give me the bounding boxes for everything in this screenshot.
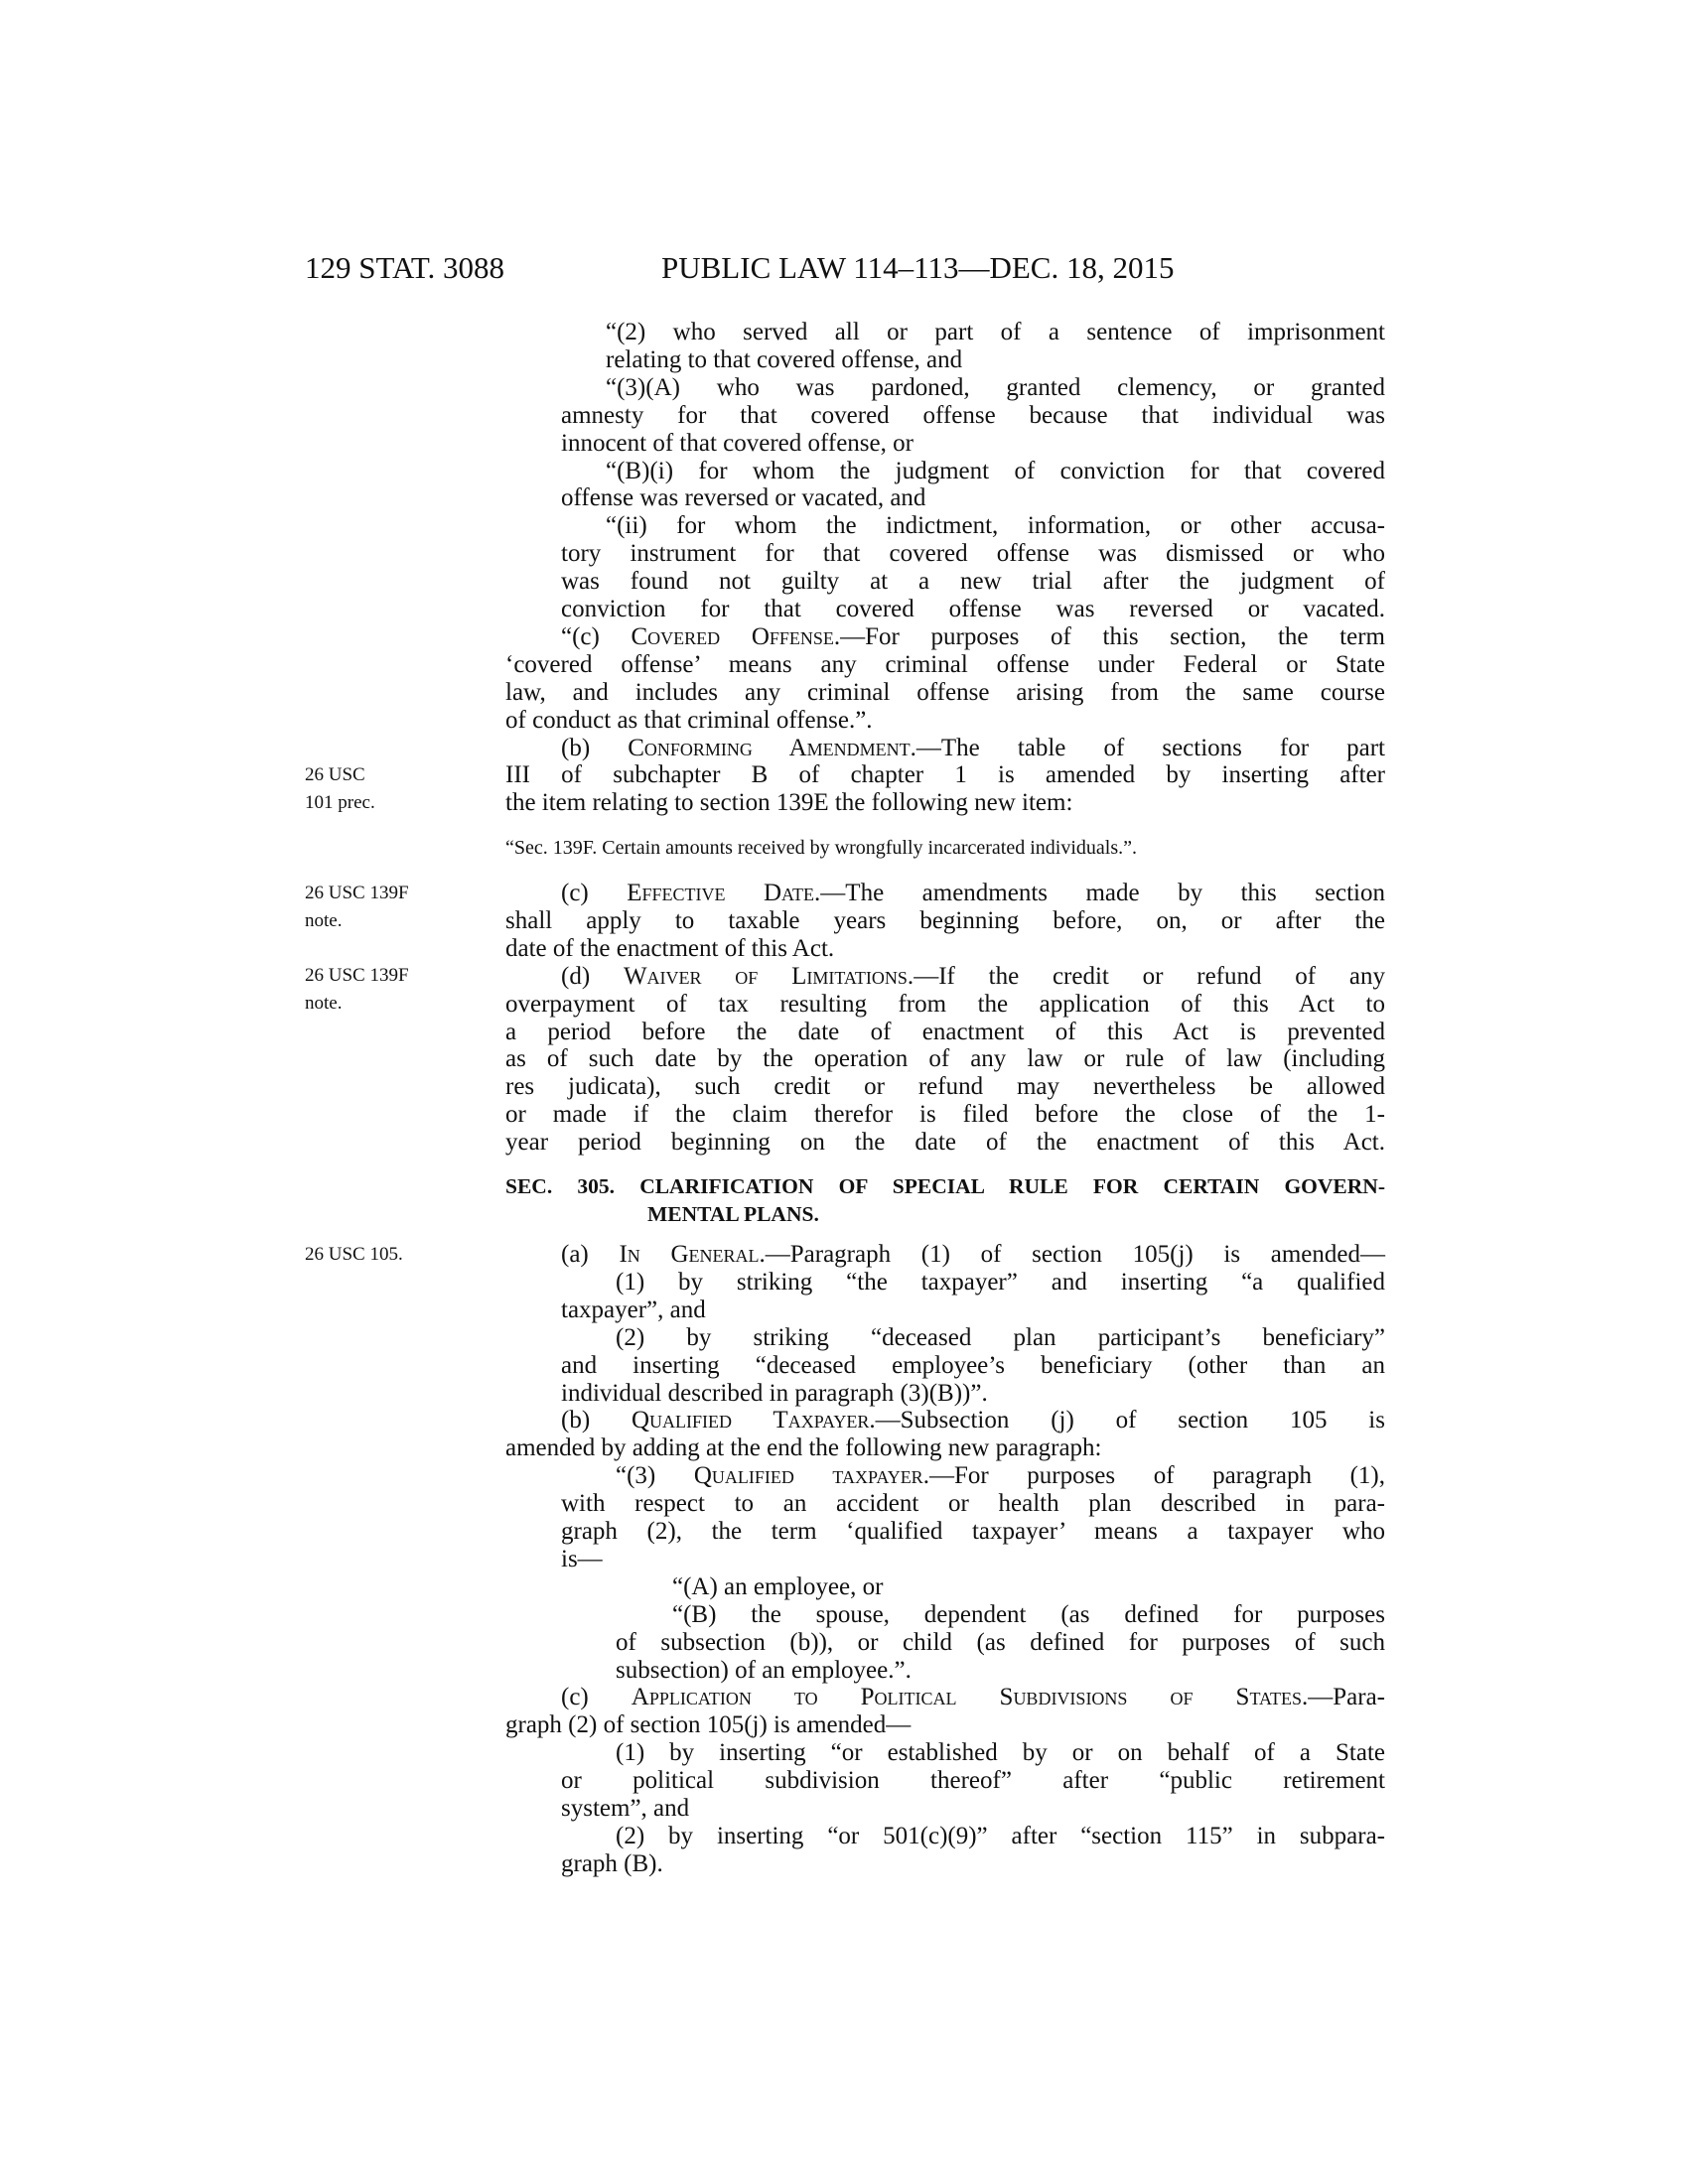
text-line: or political subdivision thereof” after “public retirement <box>561 1767 1385 1795</box>
text-line: offense was reversed or vacated, and <box>561 484 926 512</box>
margin-note: 26 USC 139F note. <box>305 965 409 1014</box>
text-line: system”, and <box>561 1795 690 1822</box>
text-line: or made if the claim therefor is filed before the close of the 1- <box>505 1101 1385 1129</box>
text-line: “(A) an employee, or <box>672 1572 884 1600</box>
text-line: res judicata), such credit or refund may nevertheless be allowed <box>505 1073 1385 1101</box>
text-line: overpayment of tax resulting from the application of this Act to <box>505 990 1385 1018</box>
text-line: with respect to an accident or health plan described in para- <box>561 1490 1385 1518</box>
text-line: of conduct as that criminal offense.”. <box>505 706 873 734</box>
text-line: date of the enactment of this Act. <box>505 934 835 962</box>
section-heading-continued: MENTAL PLANS. <box>647 1202 819 1226</box>
text-line: year period beginning on the date of the enactment of this Act. <box>505 1129 1385 1157</box>
text-line: graph (2) of section 105(j) is amended— <box>505 1711 912 1739</box>
margin-note: 26 USC 105. <box>305 1244 403 1265</box>
subsection-caption: In General. <box>619 1241 766 1268</box>
text-line: (1) by inserting “or established by or on behalf of a State <box>616 1739 1385 1767</box>
margin-note: 26 USC 139F note. <box>305 883 409 931</box>
text-line: (d) Waiver of Limitations.—If the credit or refund of any <box>561 962 1385 990</box>
text-line: graph (2), the term ‘qualified taxpayer’ means a taxpayer who <box>561 1518 1385 1545</box>
text-line: graph (B). <box>561 1849 663 1877</box>
text-line: (c) Application to Political Subdivisions of States.—Para- <box>561 1684 1385 1711</box>
subsection-caption: Conforming Amendment. <box>628 734 916 761</box>
text-line: III of subchapter B of chapter 1 is amended by inserting after <box>505 761 1385 789</box>
text-line: “(B) the spouse, dependent (as defined for purposes <box>672 1600 1385 1628</box>
text-line: (1) by striking “the taxpayer” and inserting “a qualified <box>616 1268 1385 1296</box>
text-line: relating to that covered offense, and <box>606 345 963 373</box>
text-line: individual described in paragraph (3)(B))”. <box>561 1379 988 1407</box>
text-line: law, and includes any criminal offense arising from the same course <box>505 678 1385 706</box>
text-line: as of such date by the operation of any law or rule of law (including <box>505 1045 1385 1073</box>
text-line: the item relating to section 139E the following new item: <box>505 789 1073 817</box>
text-line: of subsection (b)), or child (as defined for purposes of such <box>616 1628 1385 1656</box>
text-line: (b) Qualified Taxpayer.—Subsection (j) of section 105 is <box>561 1407 1385 1434</box>
text-line: amnesty for that covered offense because that individual was <box>561 401 1385 429</box>
text-line: taxpayer”, and <box>561 1296 706 1323</box>
text-line: (2) by striking “deceased plan participant’s beneficiary” <box>616 1323 1385 1351</box>
text-line: is— <box>561 1545 603 1572</box>
section-heading: SEC. 305. CLARIFICATION OF SPECIAL RULE FOR CERTAIN GOVERN- <box>505 1174 1385 1198</box>
table-of-sections-item: “Sec. 139F. Certain amounts received by wrongfully incarcerated individuals.”. <box>505 837 1137 859</box>
text-line: (c) Effective Date.—The amendments made by this section <box>561 880 1386 906</box>
text-line: (a) In General.—Paragraph (1) of section 105(j) is amended— <box>561 1241 1385 1268</box>
subsection-caption: Qualified taxpayer. <box>693 1462 929 1490</box>
text-line: “(c) Covered Offense.—For purposes of this section, the term <box>561 622 1385 650</box>
subsection-caption: Application to Political Subdivisions of States. <box>631 1684 1309 1711</box>
subsection-caption: Qualified Taxpayer. <box>632 1407 876 1434</box>
text-line: subsection) of an employee.”. <box>616 1656 912 1684</box>
running-header-title: PUBLIC LAW 114–113—DEC. 18, 2015 <box>661 250 1175 285</box>
text-line: innocent of that covered offense, or <box>561 429 914 457</box>
text-line: was found not guilty at a new trial after the judgment of <box>561 568 1385 596</box>
margin-note: 26 USC 101 prec. <box>305 764 375 813</box>
subsection-caption: Effective Date. <box>627 880 821 906</box>
text-line: shall apply to taxable years beginning before, on, or after the <box>505 906 1385 934</box>
subsection-caption: Covered Offense. <box>631 622 841 650</box>
page-stat-number: 129 STAT. 3088 <box>305 250 505 285</box>
text-line: ‘covered offense’ means any criminal offense under Federal or State <box>505 650 1385 678</box>
text-line: amended by adding at the end the following new paragraph: <box>505 1434 1102 1462</box>
text-line: (b) Conforming Amendment.—The table of sections for part <box>561 734 1386 761</box>
text-line: “(2) who served all or part of a sentence of imprisonment <box>606 319 1385 345</box>
text-line: a period before the date of enactment of this Act is prevented <box>505 1018 1385 1045</box>
text-line: “(3)(A) who was pardoned, granted clemency, or granted <box>606 373 1385 401</box>
text-line: “(ii) for whom the indictment, information, or other accusa- <box>606 512 1385 540</box>
text-line: (2) by inserting “or 501(c)(9)” after “section 115” in subpara- <box>616 1822 1385 1849</box>
text-line: conviction for that covered offense was reversed or vacated. <box>561 596 1385 622</box>
text-line: tory instrument for that covered offense was dismissed or who <box>561 540 1385 568</box>
text-line: and inserting “deceased employee’s beneficiary (other than an <box>561 1351 1385 1379</box>
text-line: “(B)(i) for whom the judgment of conviction for that covered <box>606 457 1385 484</box>
subsection-caption: Waiver of Limitations. <box>623 962 914 990</box>
text-line: “(3) Qualified taxpayer.—For purposes of paragraph (1), <box>616 1462 1385 1490</box>
